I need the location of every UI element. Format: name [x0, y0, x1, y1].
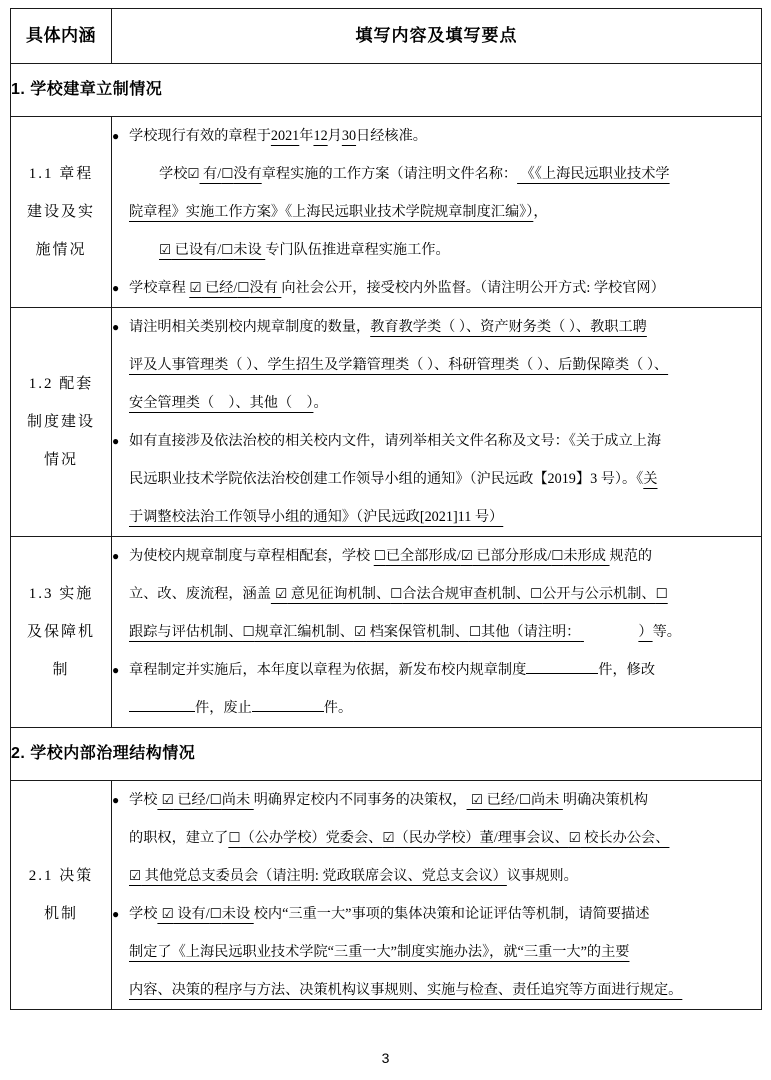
header-col2: 填写内容及填写要点: [112, 9, 762, 64]
bullet-dot-icon: ●: [112, 549, 120, 563]
underlined-text: ）: [638, 624, 653, 640]
text-run: ，: [533, 204, 548, 220]
text-run: 为使校内规章制度与章程相配套，学校: [129, 548, 374, 564]
checkbox-empty-icon[interactable]: ☐: [221, 242, 234, 258]
content-line: [129, 933, 761, 971]
text-run: 向社会公开，接受校内外监督。（请注明公开方式: 学校官网）: [281, 280, 665, 296]
checkbox-empty-icon[interactable]: ☐: [209, 792, 222, 808]
text-run: 件，修改: [598, 662, 656, 678]
text-run: 议事规则。: [506, 868, 578, 884]
bullet-dot-icon: ●: [112, 434, 120, 448]
content-line: [129, 857, 761, 895]
underlined-text: 已设有/: [171, 242, 222, 258]
underlined-text: 跟踪与评估机制、: [129, 624, 243, 640]
row-content: [112, 537, 762, 728]
checkbox-empty-icon[interactable]: ☐: [655, 586, 668, 602]
checkbox-empty-icon[interactable]: ☐: [209, 906, 222, 922]
underlined-text: 未设: [233, 242, 266, 258]
underlined-text: 2021: [270, 128, 300, 144]
row-label-line: 2.1 决策: [28, 868, 94, 884]
checkbox-empty-icon[interactable]: ☐: [373, 548, 386, 564]
section-title: 1. 学校建章立制情况: [11, 64, 762, 117]
row-label-line: 1.3 实施: [28, 586, 94, 602]
compliance-form-table: [10, 8, 762, 1010]
underlined-text: 未设: [221, 906, 254, 922]
underlined-text: 意见征询机制、: [287, 586, 391, 602]
text-run: 年: [299, 128, 314, 144]
content-line: [129, 895, 761, 933]
text-run: 学校: [159, 166, 188, 182]
text-run: 学校: [129, 792, 158, 808]
bullet-item: [112, 269, 761, 307]
text-run: 立、改、废流程，涵盖: [129, 586, 271, 602]
content-line: [129, 269, 761, 307]
row-label-line: 建设及实: [26, 204, 95, 220]
content-line: [129, 117, 761, 155]
text-run: 规范的: [609, 548, 653, 564]
checkbox-empty-icon[interactable]: ☐: [468, 624, 482, 640]
text-run: 如有直接涉及依法治校的相关校内文件，请列举相关文件名称及文号：《关于成立上海: [129, 433, 662, 449]
text-run: 等。: [652, 624, 681, 640]
table-row: [11, 308, 762, 537]
table-row: [11, 537, 762, 728]
underlined-text: 已经/: [173, 792, 210, 808]
text-run: 。: [313, 395, 328, 411]
bullet-dot-icon: ●: [112, 320, 120, 334]
underlined-text: 已部分形成/: [472, 548, 552, 564]
text-run: 明确决策机构: [562, 792, 649, 808]
text-run: 学校章程: [129, 280, 190, 296]
content-line: [129, 498, 761, 536]
bullet-item: [112, 895, 761, 1009]
content-line: [129, 346, 761, 384]
content-line: [129, 819, 761, 857]
bullet-item: [112, 117, 761, 231]
underlined-text: 关: [643, 471, 658, 487]
underlined-text: （公办学校）党委会、: [240, 830, 383, 846]
checkbox-checked-icon[interactable]: ☑: [157, 906, 174, 922]
underlined-text: 规章汇编机制、: [254, 624, 354, 640]
row-label-line: 制度建设: [26, 414, 95, 430]
row-label: [11, 781, 112, 1010]
bullet-item: [112, 537, 761, 651]
underlined-text: 未形成: [563, 548, 610, 564]
underlined-text: 评及人事管理类（ ）、学生招生及学籍管理类（ ）、科研管理类（ ）、后勤保障类（ ）、: [129, 357, 669, 373]
row-label-line: 制: [52, 662, 70, 678]
checkbox-checked-icon[interactable]: ☑: [353, 624, 367, 640]
checkbox-empty-icon[interactable]: ☐: [551, 548, 564, 564]
checkbox-empty-icon[interactable]: ☐: [529, 586, 543, 602]
checkbox-empty-icon[interactable]: ☐: [242, 624, 255, 640]
underlined-text: 《《上海民远职业技术学: [517, 166, 670, 182]
table-row: [11, 781, 762, 1010]
text-run: 学校现行有效的章程于: [129, 128, 271, 144]
underlined-text: 尚未: [221, 792, 254, 808]
text-run: 校内“三重一大”事项的集体决策和论证评估等机制，请简要描述: [253, 906, 650, 922]
bullet-dot-icon: ●: [112, 663, 120, 677]
underlined-text: 其他党总支委员会（请注明: 党政联席会议、党总支会议）: [141, 868, 507, 884]
bullet-item: [112, 422, 761, 536]
checkbox-checked-icon[interactable]: ☑: [270, 586, 288, 602]
underlined-text: 校长办公会、: [580, 830, 670, 846]
fill-in-blank[interactable]: [252, 711, 324, 712]
bullet-dot-icon: ●: [112, 281, 120, 295]
bullet-dot-icon: ●: [112, 793, 120, 807]
row-label-line: 机制: [43, 906, 78, 922]
content-line: [129, 308, 761, 346]
row-label: [11, 537, 112, 728]
text-run: 的职权，建立了: [129, 830, 229, 846]
text-run: 专门队伍推进章程实施工作。: [265, 242, 450, 258]
checkbox-checked-icon[interactable]: ☑: [189, 280, 202, 296]
underlined-text: 没有: [233, 166, 262, 182]
bullet-item: [112, 308, 761, 422]
underlined-text: 已全部形成/: [385, 548, 461, 564]
underlined-text: 安全管理类（ ）、其他（ ）: [129, 395, 314, 411]
content-line: [129, 781, 761, 819]
checkbox-checked-icon[interactable]: ☑: [382, 830, 395, 846]
text-run: 请注明相关类别校内规章制度的数量，: [129, 319, 371, 335]
checkbox-checked-icon[interactable]: ☑: [187, 166, 200, 182]
underlined-text: （民办学校）董/理事会议、: [394, 830, 569, 846]
underlined-text: 档案保管机制、: [366, 624, 469, 640]
underlined-text: 教育教学类（ ）、资产财务类（ ）、教职工聘: [370, 319, 647, 335]
underlined-text: 院章程》实施工作方案》《上海民远职业技术学院规章制度汇编》）: [129, 204, 534, 220]
bullet-item: [112, 781, 761, 895]
row-content: [112, 308, 762, 537]
content-line: [129, 384, 761, 422]
text-run: 学校: [129, 906, 158, 922]
content-line: [129, 613, 761, 651]
fill-in-blank[interactable]: [129, 711, 195, 712]
row-label-line: 1.1 章程: [28, 166, 94, 182]
content-line: [129, 460, 761, 498]
row-label-line: 情况: [43, 452, 78, 468]
checkbox-empty-icon[interactable]: ☐: [518, 792, 531, 808]
fill-in-blank[interactable]: [526, 673, 598, 674]
table-header-row: [11, 9, 762, 64]
row-label: [11, 308, 112, 537]
row-content: [112, 781, 762, 1010]
underlined-text: 30: [341, 128, 357, 144]
underlined-text: 制定了《上海民远职业技术学院“三重一大”制度实施办法》，就“三重一大”的主要: [129, 944, 630, 960]
section-header-row: [11, 728, 762, 781]
bullet-dot-icon: ●: [112, 907, 120, 921]
content-line: [129, 971, 761, 1009]
row-label-line: 施情况: [35, 242, 87, 258]
content-line: [129, 651, 761, 689]
text-run: 件，废止: [195, 700, 252, 716]
content-line: [129, 689, 761, 727]
text-run: 件。: [323, 700, 353, 716]
section-header-row: [11, 64, 762, 117]
bullet-item: [112, 651, 761, 727]
section-title: 2. 学校内部治理结构情况: [11, 728, 762, 781]
underlined-text: 内容、决策的程序与方法、决策机构议事规则、实施与检查、责任追究等方面进行规定。: [129, 982, 683, 998]
checkbox-empty-icon[interactable]: ☐: [221, 166, 234, 182]
checkbox-empty-icon[interactable]: ☐: [237, 280, 250, 296]
underlined-text: 合法合规审查机制、: [402, 586, 530, 602]
checkbox-checked-icon[interactable]: ☑: [159, 242, 172, 258]
table-row: [11, 117, 762, 308]
checkbox-checked-icon[interactable]: ☑: [157, 792, 174, 808]
text-run: 明确界定校内不同事务的决策权，: [253, 792, 467, 808]
underlined-text: 有/: [199, 166, 222, 182]
content-line: [129, 422, 761, 460]
content-line: [129, 155, 761, 193]
checkbox-checked-icon[interactable]: ☑: [460, 548, 473, 564]
table-body: [11, 9, 762, 1010]
checkbox-checked-icon[interactable]: ☑: [129, 868, 142, 884]
fill-in-blank[interactable]: [580, 613, 638, 651]
underlined-text: 已经/: [482, 792, 519, 808]
content-line: [129, 537, 761, 575]
underlined-text: 没有: [249, 280, 282, 296]
content-line: [129, 231, 761, 269]
underlined-text: 公开与公示机制、: [542, 586, 656, 602]
text-run: 日经核准。: [356, 128, 427, 144]
underlined-text: 已经/: [201, 280, 238, 296]
underlined-text: 其他（请注明：: [481, 624, 581, 640]
underlined-text: 于调整校法治工作领导小组的通知》（沪民远政[2021]11 号）: [129, 509, 504, 525]
header-col1: 具体内涵: [11, 9, 112, 64]
content-line: [129, 575, 761, 613]
content-line: [129, 193, 761, 231]
bullet-item: [112, 231, 761, 269]
text-run: 章程制定并实施后，本年度以章程为依据，新发布校内规章制度: [129, 662, 527, 678]
checkbox-empty-icon[interactable]: ☐: [390, 586, 403, 602]
row-label-line: 1.2 配套: [28, 376, 94, 392]
text-run: 月: [327, 128, 342, 144]
row-content: [112, 117, 762, 308]
checkbox-empty-icon[interactable]: ☐: [228, 830, 241, 846]
page-number: 3: [381, 1050, 390, 1066]
checkbox-checked-icon[interactable]: ☑: [568, 830, 581, 846]
bullet-dot-icon: ●: [112, 129, 120, 143]
text-run: 民远职业技术学院依法治校创建工作领导小组的通知》（沪民远政【2019】3 号）。《: [129, 471, 644, 487]
underlined-text: 尚未: [530, 792, 563, 808]
text-run: 章程实施的工作方案（请注明文件名称：: [261, 166, 518, 182]
row-label-line: 及保障机: [26, 624, 95, 640]
underlined-text: 设有/: [173, 906, 210, 922]
checkbox-checked-icon[interactable]: ☑: [466, 792, 483, 808]
row-label: [11, 117, 112, 308]
underlined-text: 12: [313, 128, 328, 144]
